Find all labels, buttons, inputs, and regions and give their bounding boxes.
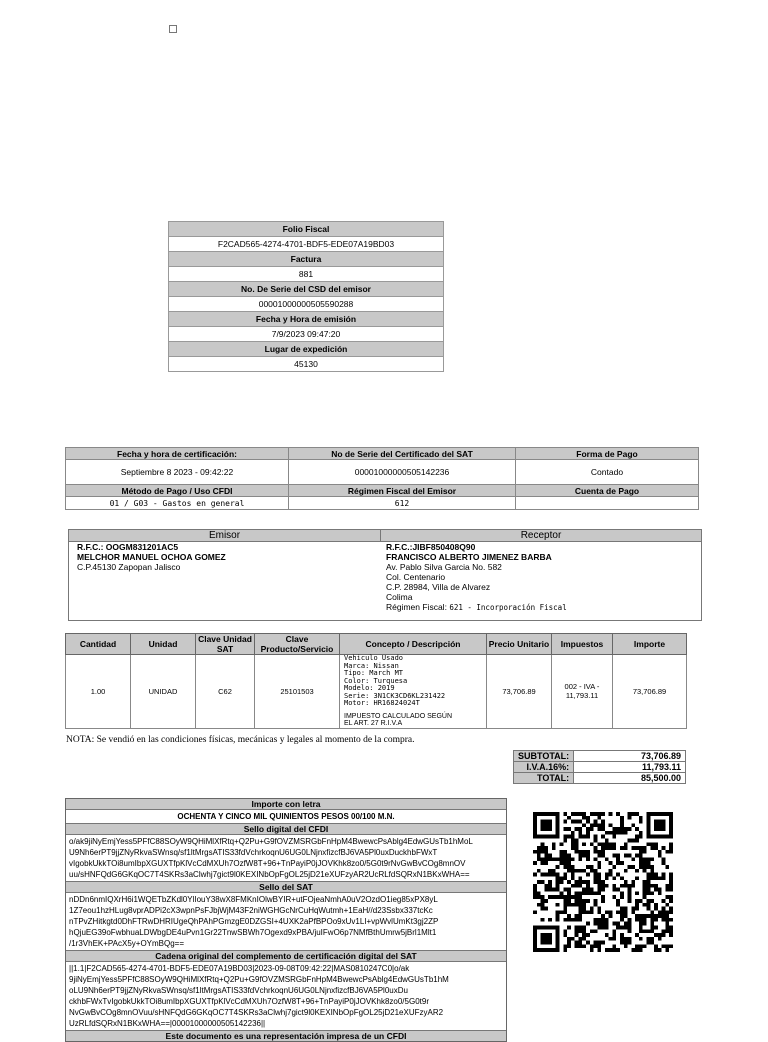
cell-cantidad: 1.00 [66,655,131,729]
receptor-rfc: R.F.C.:JIBF850408Q90 [386,542,476,552]
subtotal-label: SUBTOTAL: [514,751,574,762]
sello-block [65,798,507,1042]
impuestos-line2: 11,793.11 [565,691,599,701]
receptor-header: Receptor [381,530,701,542]
cert-regimen-header: Régimen Fiscal del Emisor [289,485,516,497]
cert-forma-pago-header: Forma de Pago [516,448,699,460]
cell-clave-unidad: C62 [196,655,255,729]
cell-importe: 73,706.89 [613,655,687,729]
total-label: TOTAL: [514,773,574,784]
col-clave-producto: Clave Producto/Servicio [255,634,340,655]
sello-line: vIgobkUkkTOi8umIbpXGUXTfpKlVcCdMXUh7OzfW8T+96+TnPayiP0jJOVKhk8zo0/5G0t9rNvGwBvCOg8mnOV [69,859,466,868]
sello-cfdi-header: Sello digital del CFDI [66,823,506,835]
cell-clave-producto: 25101503 [255,655,340,729]
receptor-linea1: Av. Pablo Silva Garcia No. 582 [386,562,502,572]
factura-value: 881 [169,267,444,282]
cadena-line: oLU9Nh6erPT9jjZNyRkvaSWnsq/sf1ltMrgsATIS33fdVchrkoqnU6UG0LNjnxfizcfBJ6VA5Pl0uxDu [69,986,408,995]
importe-letra-header: Importe con letra [66,799,506,810]
sello-line: hQjuEG39oFwbhuaLDWbgDE4uPvn1Gr22TnwSBWh7Ogexd9xPBA/juIFwO6p7NMfBthUmrw5jBrl1Mlt1 [69,928,437,937]
cadena-line: ||1.1|F2CAD565-4274-4701-BDF5-EDE07A19BD03|2023-09-08T09:42:22|MAS0810247C0|o/ak [69,964,410,973]
desc-line: Modelo: 2019 [344,684,395,692]
desc-line: Motor: HR16824024T [344,699,420,707]
receptor-regimen-line [386,602,696,613]
qr-code-icon [533,812,673,952]
sello-line: /1r3VhEK+PAcX5y+OYmBQg== [69,939,185,948]
receptor-regimen-label: Régimen Fiscal: [386,602,450,612]
lugar-expedicion-value: 45130 [169,357,444,372]
cadena-line: ckhbFWxTvIgobkUkkTOi8umIbpXGUXTfpKlVcCdMXUh7OzfW8T+96+TnPayiP0jJOVKhk8zo0/5G0t9r [69,997,429,1006]
col-unidad: Unidad [131,634,196,655]
cell-impuestos [552,655,613,729]
cert-metodo-value: 01 / G03 - Gastos en general [66,497,289,510]
cadena-original-header: Cadena original del complemento de certificación digital del SAT [66,950,506,962]
cert-serie-sat-value: 00001000000505142236 [289,460,516,485]
cadena-line: NvGwBvCOg8mnOVuu/sHNFQdG6GKqOC7T4SKRs3aClwhj7gict9l0KEXINbOpFgOL25jD21eXUFzyAR2 [69,1008,444,1017]
cert-cuenta-header: Cuenta de Pago [516,485,699,497]
cfdi-footer: Este documento es una representación impresa de un CFDI [66,1030,506,1041]
lugar-expedicion-label: Lugar de expedición [169,342,444,357]
table-row [66,655,687,729]
emisor-receptor-box [68,529,702,621]
emisor-rfc: R.F.C.: OOGM831201AC5 [77,542,179,552]
col-importe: Importe [613,634,687,655]
cert-forma-pago-value: Contado [516,460,699,485]
emisor-header: Emisor [69,530,381,542]
cert-serie-sat-header: No de Serie del Certificado del SAT [289,448,516,460]
folio-fiscal-value: F2CAD565-4274-4701-BDF5-EDE07A19BD03 [169,237,444,252]
col-impuestos: Impuestos [552,634,613,655]
col-concepto: Concepto / Descripción [340,634,487,655]
cert-regimen-value: 612 [289,497,516,510]
cadena-line: 9jiNyEmjYess5PFfC88SOyW9QHiMlXfRtq+Q2Pu+G9fOVZMSRGbFnHpM4BwewcPsAblg4EdwGUsTb1hM [69,975,449,984]
emisor-direccion: C.P.45130 Zapopan Jalisco [77,562,181,572]
cert-cuenta-value [516,497,699,510]
sello-line: 1Z7eou1hzHLug8vprADPi2cX3wpnPsFJbjWjM43F2niWGHGcNrCuHqWutmh+1EaH//d23Ssbx337tcKc [69,906,433,915]
fecha-emision-label: Fecha y Hora de emisión [169,312,444,327]
iva-label: I.V.A.16%: [514,762,574,773]
cell-unidad: UNIDAD [131,655,196,729]
col-precio: Precio Unitario [487,634,552,655]
cadena-original-text [66,962,506,1030]
total-value: 85,500.00 [574,773,686,784]
iva-value: 11,793.11 [574,762,686,773]
emisor-nombre: MELCHOR MANUEL OCHOA GOMEZ [77,552,226,562]
totals-table [513,750,686,784]
cadena-line: UzRLfdSQRxN1BKxWHA==|00001000000505142236|| [69,1019,266,1028]
sello-line: nTPvZHitkgtd0DhFTRwDHRIUgeQhPAhPGmzgE0DZGSI+4UXK2aPfBPOo9xUv1LI+vpWvlUmKt3gj2ZP [69,917,439,926]
receptor-section [386,542,696,613]
factura-label: Factura [169,252,444,267]
cell-concepto [340,655,487,729]
checkbox-glyph [169,25,177,33]
folio-table [168,221,444,372]
desc-line: Tipo: March MT [344,669,404,677]
cert-fecha-header: Fecha y hora de certificación: [66,448,289,460]
receptor-linea2: Col. Centenario [386,572,446,582]
desc-impuesto-1: IMPUESTO CALCULADO SEGÚN [344,712,453,720]
col-clave-unidad: Clave Unidad SAT [196,634,255,655]
desc-line: Vehiculo Usado [344,654,404,662]
sello-line: uu/sHNFQdG6GKqOC7T4SKRs3aClwhj7gict9l0KEXINbOpFgOL25jD21eXUFzyAR2UcRLfdSQRxN1BKxWHA== [69,870,470,879]
serie-csd-value: 00001000000505590288 [169,297,444,312]
sello-line: nDDn6nmIQXrH6i1WQETbZKdl0YlIouY38wX8FMKnIOlwBYIR+utFOjeaNmhA0uV2OzdO1ieg85xPX8yL [69,895,438,904]
emisor-section [77,542,377,572]
sello-line: o/ak9jiNyEmjYess5PFfC88SOyW9QHiMlXfRtq+Q2Pu+G9fOVZMSRGbFnHpM4BwewcPsAblg4EdwGUsTb1hMoL [69,837,473,846]
desc-line: Serie: 3N1CK3CD6KL231422 [344,691,446,700]
receptor-linea4: Colima [386,592,413,602]
desc-impuesto-2: EL ART. 27 R.I.V.A [344,720,403,727]
folio-fiscal-label: Folio Fiscal [169,222,444,237]
sello-line: U9Nh6erPT9jjZNyRkvaSWnsq/sf1ltMrgsATIS33fdVchrkoqnU6UG0LNjnxfizcfBJ6VA5Pl0uxDuckhbFWxT [69,848,438,857]
sello-cfdi-text [66,835,506,881]
impuestos-line1: 002 - IVA - [564,682,600,692]
desc-line: Color: Turquesa [344,676,408,685]
fecha-emision-value: 7/9/2023 09:47:20 [169,327,444,342]
importe-letra-value: OCHENTA Y CINCO MIL QUINIENTOS PESOS 00/100 M.N. [177,812,395,821]
cell-precio: 73,706.89 [487,655,552,729]
cert-fecha-value: Septiembre 8 2023 - 09:42:22 [66,460,289,485]
sello-sat-header: Sello del SAT [66,881,506,893]
desc-line: Marca: Nissan [344,661,399,670]
subtotal-value: 73,706.89 [574,751,686,762]
cert-metodo-header: Método de Pago / Uso CFDI [66,485,289,497]
serie-csd-label: No. De Serie del CSD del emisor [169,282,444,297]
receptor-regimen-value: 621 - Incorporación Fiscal [449,603,567,612]
sello-sat-text [66,893,506,950]
nota-text: NOTA: Se vendió en las condiciones físicas, mecánicas y legales al momento de la compra. [66,735,415,745]
certification-table [65,447,699,510]
receptor-linea3: C.P. 28984, Villa de Alvarez [386,582,491,592]
col-cantidad: Cantidad [66,634,131,655]
items-table [65,633,687,729]
receptor-nombre: FRANCISCO ALBERTO JIMENEZ BARBA [386,552,552,562]
